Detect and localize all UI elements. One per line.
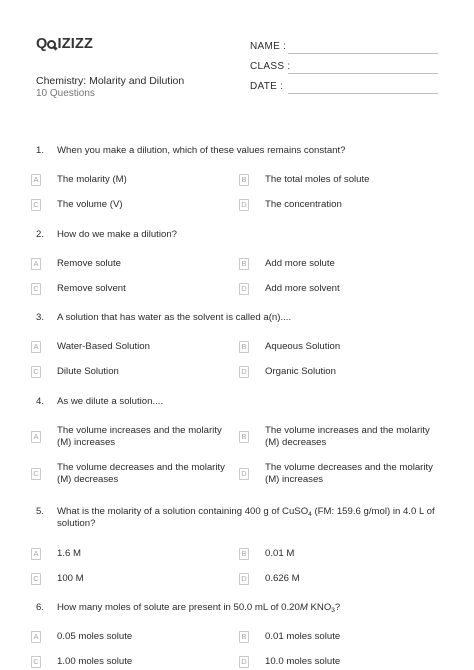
- option-3b[interactable]: [239, 341, 341, 354]
- class-label: CLASS :: [250, 61, 291, 72]
- option-4d[interactable]: [239, 462, 433, 485]
- question-text: A solution that has water as the solvent is called a(n)....: [57, 312, 292, 323]
- date-field[interactable]: [288, 93, 438, 94]
- option-2d[interactable]: [239, 283, 340, 296]
- option-letter-d: D: [239, 366, 249, 378]
- question-count: 10 Questions: [36, 88, 95, 99]
- option-2b[interactable]: [239, 258, 335, 271]
- option-6d[interactable]: [239, 656, 341, 669]
- option-6b[interactable]: [239, 631, 341, 644]
- option-letter-d: D: [239, 199, 249, 211]
- option-text: 0.626 M: [265, 573, 300, 584]
- option-text: 100 M: [57, 573, 84, 584]
- option-5a[interactable]: [31, 548, 81, 561]
- option-6c[interactable]: [31, 656, 133, 669]
- option-1a[interactable]: [31, 174, 127, 187]
- option-1c[interactable]: [31, 199, 123, 212]
- option-text: The volume increases and the molarity (M) increases: [57, 425, 222, 448]
- option-4a[interactable]: [31, 425, 222, 448]
- option-letter-d: D: [239, 656, 249, 668]
- option-letter-b: B: [239, 631, 249, 643]
- option-text: 1.6 M: [57, 548, 81, 559]
- option-letter-c: C: [31, 656, 41, 668]
- option-text: Water-Based Solution: [57, 341, 150, 352]
- question-number: 5.: [36, 506, 45, 517]
- date-label: DATE :: [250, 81, 284, 92]
- option-text: 10.0 moles solute: [265, 656, 341, 667]
- option-letter-b: B: [239, 548, 249, 560]
- option-letter-d: D: [239, 573, 249, 585]
- option-5d[interactable]: [239, 573, 300, 586]
- option-letter-a: A: [31, 548, 41, 560]
- option-text: Add more solute: [265, 258, 335, 269]
- option-text: The volume decreases and the molarity (M) decreases: [57, 462, 225, 485]
- option-letter-c: C: [31, 573, 41, 585]
- question-4: [36, 396, 446, 408]
- name-label: NAME :: [250, 41, 287, 52]
- option-text: The volume decreases and the molarity (M) increases: [265, 462, 433, 485]
- option-1d[interactable]: [239, 199, 342, 212]
- option-letter-b: B: [239, 341, 249, 353]
- logo-mark-icon: [47, 40, 56, 49]
- option-text: Organic Solution: [265, 366, 336, 377]
- option-3d[interactable]: [239, 366, 336, 379]
- option-text: The concentration: [265, 199, 342, 210]
- option-letter-b: B: [239, 174, 249, 186]
- question-text: What is the molarity of a solution containing 400 g of CuSO$_4$ (FM: 159.6 g/mol) in 4.0 L of solution?: [57, 506, 435, 529]
- question-3: [36, 312, 446, 324]
- option-text: The volume increases and the molarity (M) decreases: [265, 425, 430, 448]
- option-letter-c: C: [31, 468, 41, 480]
- option-letter-a: A: [31, 341, 41, 353]
- question-number: 1.: [36, 145, 45, 156]
- option-text: 0.05 moles solute: [57, 631, 133, 642]
- option-text: 0.01 M: [265, 548, 295, 559]
- name-field[interactable]: [288, 53, 438, 54]
- option-2a[interactable]: [31, 258, 121, 271]
- option-letter-a: A: [31, 431, 41, 443]
- option-text: 1.00 moles solute: [57, 656, 133, 667]
- question-text: As we dilute a solution....: [57, 396, 164, 407]
- option-5c[interactable]: [31, 573, 84, 586]
- question-2: [36, 229, 446, 241]
- option-letter-b: B: [239, 431, 249, 443]
- option-2c[interactable]: [31, 283, 126, 296]
- option-3c[interactable]: [31, 366, 119, 379]
- option-letter-d: D: [239, 283, 249, 295]
- option-letter-c: C: [31, 283, 41, 295]
- option-letter-d: D: [239, 468, 249, 480]
- option-letter-c: C: [31, 199, 41, 211]
- question-5: [36, 506, 446, 530]
- option-4b[interactable]: [239, 425, 430, 448]
- question-text: How do we make a dilution?: [57, 229, 177, 240]
- option-letter-b: B: [239, 258, 249, 270]
- option-text: The volume (V): [57, 199, 123, 210]
- option-text: The total moles of solute: [265, 174, 370, 185]
- option-text: Remove solvent: [57, 283, 126, 294]
- option-6a[interactable]: [31, 631, 133, 644]
- question-number: 3.: [36, 312, 45, 323]
- option-text: Add more solvent: [265, 283, 340, 294]
- question-number: 6.: [36, 602, 45, 613]
- option-text: 0.01 moles solute: [265, 631, 341, 642]
- option-letter-a: A: [31, 174, 41, 186]
- question-text: How many moles of solute are present in 50.0 mL of 0.20M $KNO_3$?: [57, 602, 341, 614]
- option-text: Aqueous Solution: [265, 341, 341, 352]
- option-letter-c: C: [31, 366, 41, 378]
- question-6: [36, 602, 446, 614]
- question-1: [36, 145, 446, 157]
- option-text: Dilute Solution: [57, 366, 119, 377]
- option-4c[interactable]: [31, 462, 225, 485]
- worksheet-title: Chemistry: Molarity and Dilution: [36, 75, 185, 87]
- option-text: The molarity (M): [57, 174, 127, 185]
- question-number: 2.: [36, 229, 45, 240]
- option-5b[interactable]: [239, 548, 295, 561]
- question-number: 4.: [36, 396, 45, 407]
- quizizz-logo: Q IZIZZ: [36, 36, 94, 52]
- option-3a[interactable]: [31, 341, 150, 354]
- option-letter-a: A: [31, 258, 41, 270]
- class-field[interactable]: [288, 73, 438, 74]
- option-1b[interactable]: [239, 174, 370, 187]
- option-text: Remove solute: [57, 258, 121, 269]
- option-letter-a: A: [31, 631, 41, 643]
- question-text: When you make a dilution, which of these values remains constant?: [57, 145, 346, 156]
